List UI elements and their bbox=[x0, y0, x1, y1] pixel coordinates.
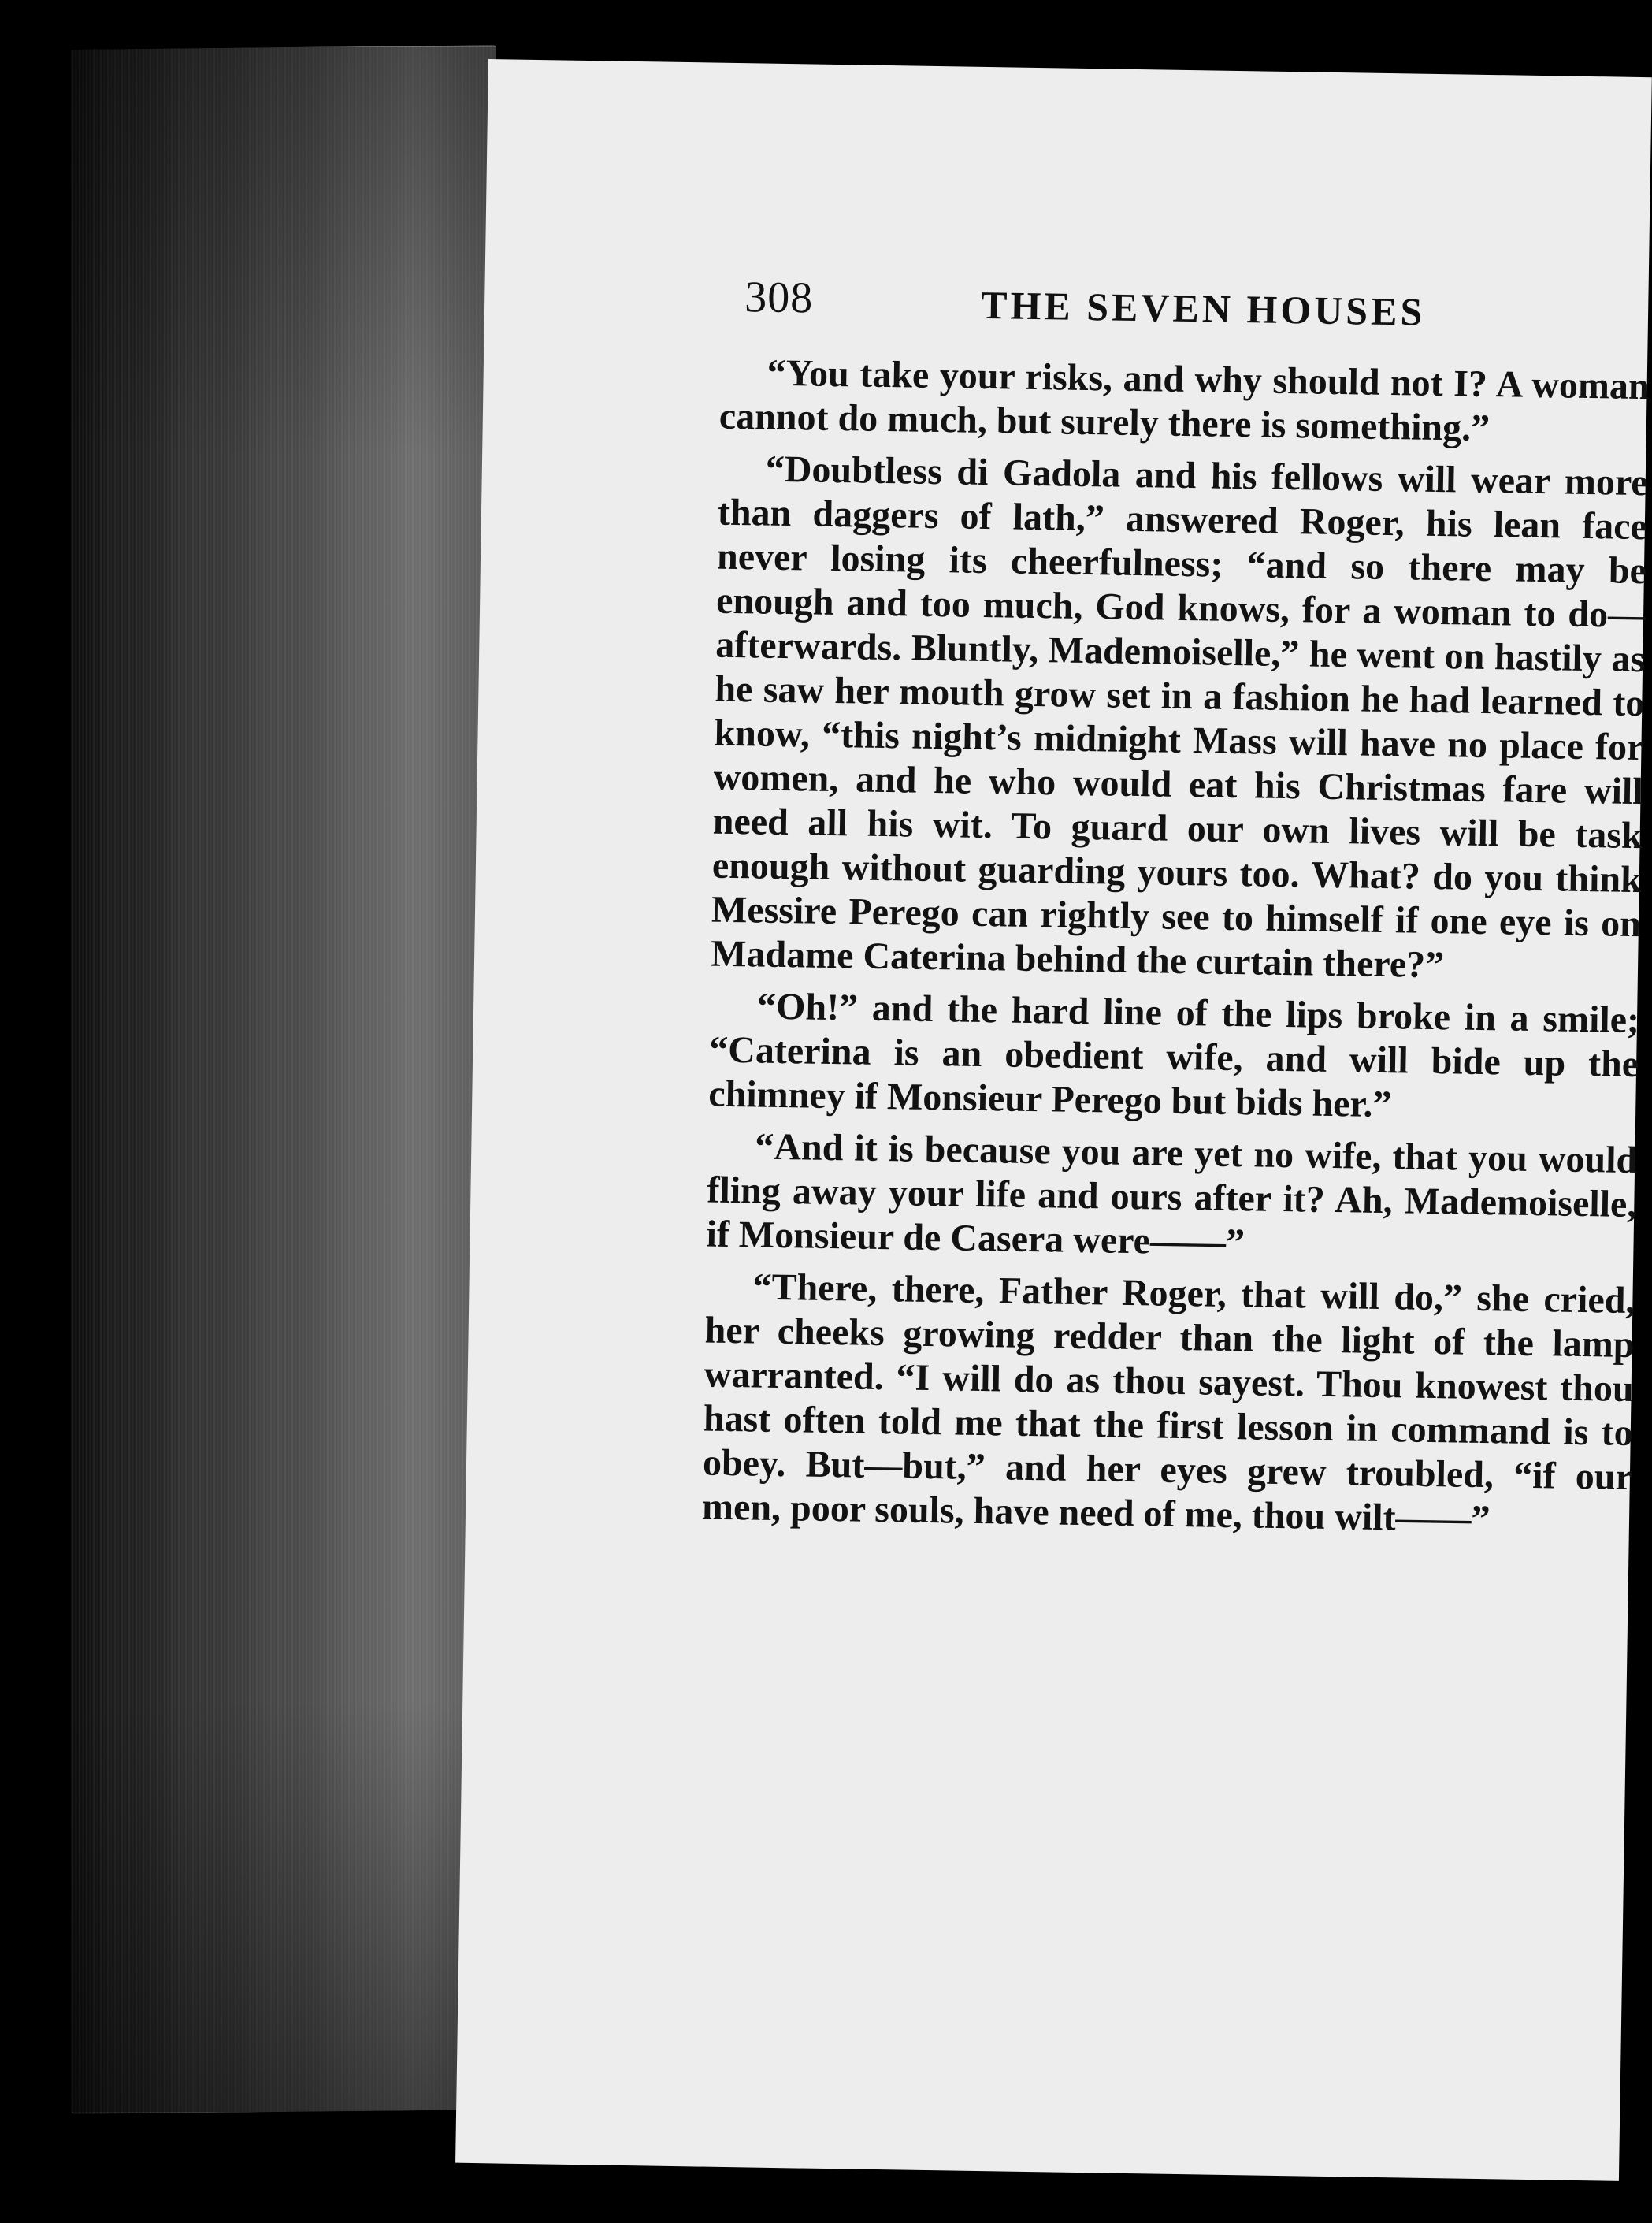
body-text bbox=[695, 351, 1650, 1980]
book-title: THE SEVEN HOUSES bbox=[980, 282, 1426, 334]
paragraph: “Doubtless di Gadola and his fellows will wear more than daggers of lath,” answered Roger, his lean face never losing its cheerfulness; “and so there may be enough and too much, God knows, for a woman to do—afterwards. Bluntly, Mademoiselle,” he went on hastily as he saw her mouth grow set in a fashion he had learned to know, “this night’s midnight Mass will have no place for women, and he who would eat his Christmas fare will need all his wit. To guard our own lives will be task enough without guarding yours too. What? do you think Messire Perego can rightly see to himself if one eye is on Madame Caterina behind the curtain there?” bbox=[710, 448, 1649, 987]
paragraph: “You take your risks, and why should not I? A woman cannot do much, but surely there is something.” bbox=[718, 351, 1650, 450]
printed-page bbox=[455, 59, 1652, 2181]
running-head bbox=[744, 272, 1643, 357]
paragraph: “Oh!” and the hard line of the lips broke in a smile; “Caterina is an obedient wife, and will bide up the chimney if Monsieur Perego but bids her.” bbox=[707, 985, 1640, 1126]
paragraph: “And it is because you are yet no wife, that you would fling away your life and ours after it? Ah, Mademoiselle, if Monsieur de Casera were——” bbox=[706, 1125, 1638, 1264]
paragraph: “There, there, Father Roger, that will do,” she cried, her cheeks growing redder than the light of the lamp warranted. “I will do as thou sayest. Thou knowest thou hast often told me that the first lesson in command is to obey. But—but,” and her eyes grew troubled, “if our men, poor souls, have need of me, thou wilt——” bbox=[701, 1266, 1635, 1541]
book-page-edge-shadow bbox=[71, 47, 496, 2112]
page-number: 308 bbox=[744, 273, 814, 323]
